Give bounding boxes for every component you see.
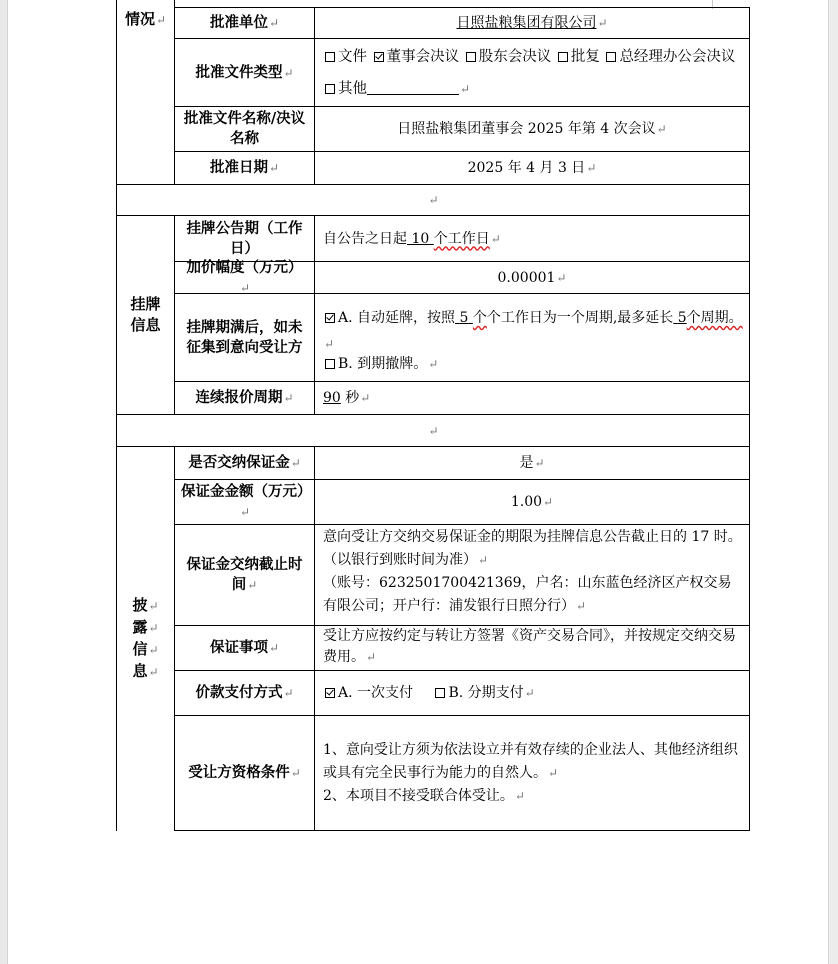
approval-date-value: 2025 年 4 月 3 日↵	[314, 151, 750, 185]
section-disclosure-label: 披↵ 露↵ 信↵ 息↵	[116, 446, 175, 831]
checkbox-checked-icon[interactable]	[325, 313, 335, 323]
doc-type-option-shareholders[interactable]: 股东会决议	[464, 49, 552, 65]
deposit-amount-value: 1.00↵	[314, 479, 750, 525]
checkbox-icon[interactable]	[435, 688, 445, 698]
expire-handling-value	[314, 293, 750, 382]
doc-type-option-reply[interactable]: 批复	[556, 49, 600, 65]
deposit-deadline-label: 保证金交纳截止时间↵	[174, 524, 315, 626]
deposit-matters-value: 受让方应按约定与转让方签署《资产交易合同》，并按规定交纳交易费用。↵	[314, 625, 750, 671]
payment-option-installment[interactable]: B. 分期支付	[433, 685, 523, 701]
deposit-required-label: 是否交纳保证金↵	[174, 446, 315, 480]
listing-period-label: 挂牌公告期（工作日）	[174, 215, 315, 262]
listing-period-value: 自公告之日起 10 个工作日↵	[314, 215, 750, 262]
checkbox-checked-icon[interactable]	[374, 52, 384, 62]
doc-type-option-other[interactable]: 其他	[323, 81, 367, 97]
deposit-matters-label: 保证事项↵	[174, 625, 315, 671]
fill-in-blank[interactable]	[367, 79, 459, 95]
doc-name-value: 日照盐粮集团董事会 2025 年第 4 次会议↵	[314, 106, 750, 152]
checkbox-icon[interactable]	[466, 52, 476, 62]
left-gutter	[0, 0, 8, 964]
price-increment-value: 0.00001↵	[314, 261, 750, 294]
spacer-row: ↵	[116, 414, 750, 447]
vertical-scrollbar[interactable]	[828, 0, 838, 964]
section-approval-label: 情况↵	[116, 0, 175, 185]
approval-unit-label: 批准单位↵	[174, 7, 315, 39]
payment-option-lump-sum[interactable]: A. 一次支付	[323, 685, 413, 701]
approval-date-label: 批准日期↵	[174, 151, 315, 185]
qualification-label: 受让方资格条件↵	[174, 715, 315, 831]
qualification-value: 1、意向受让方须为依法设立并有效存续的企业法人、其他经济组织或具有完全民事行为能力的自然人。↵ 2、本项目不接受联合体受让。↵	[314, 715, 750, 831]
payment-method-label: 价款支付方式↵	[174, 670, 315, 716]
expire-option-a[interactable]: A. 自动延牌，按照 5 个个工作日为一个周期,最多延长 5个周期。↵	[324, 310, 743, 351]
section-listing-label: 挂牌 信息	[116, 215, 175, 415]
doc-type-label: 批准文件类型↵	[174, 38, 315, 107]
approval-unit-value: 日照盐粮集团有限公司↵	[314, 7, 750, 39]
checkbox-icon[interactable]	[558, 52, 568, 62]
checkbox-checked-icon[interactable]	[325, 688, 335, 698]
doc-name-label: 批准文件名称/决议名称	[174, 106, 315, 152]
bid-cycle-value: 90 秒↵	[314, 381, 750, 415]
payment-method-value: A. 一次支付 B. 分期支付↵	[314, 670, 750, 716]
spacer-row: ↵	[116, 184, 750, 216]
deposit-amount-label: 保证金金额（万元）↵	[174, 479, 315, 525]
bid-cycle-label: 连续报价周期↵	[174, 381, 315, 415]
expire-option-b[interactable]: B. 到期撤牌。↵	[323, 351, 743, 377]
deposit-deadline-value: 意向受让方交纳交易保证金的期限为挂牌信息公告截止日的 17 时。（以银行到账时间为准）↵ （账号：6232501700421369，户名：山东蓝色经济区产权交易有限公司；开户行：浦发银行日照分行）↵	[314, 524, 750, 626]
checkbox-icon[interactable]	[325, 84, 335, 94]
checkbox-icon[interactable]	[325, 359, 335, 369]
deposit-required-value: 是↵	[314, 446, 750, 480]
doc-type-option-file[interactable]: 文件	[323, 49, 367, 65]
checkbox-icon[interactable]	[325, 52, 335, 62]
section-label-text: 情况	[124, 10, 155, 28]
doc-type-option-board[interactable]: 董事会决议	[372, 49, 460, 65]
doc-type-option-gm[interactable]: 总经理办公会决议	[604, 49, 735, 65]
expire-handling-label: 挂牌期满后，如未征集到意向受让方	[174, 293, 315, 382]
price-increment-label: 加价幅度（万元）↵	[174, 261, 315, 294]
doc-type-options: 文件 董事会决议 股东会决议 批复 总经理办公会决议 其他 ↵	[314, 38, 750, 107]
checkbox-icon[interactable]	[606, 52, 616, 62]
